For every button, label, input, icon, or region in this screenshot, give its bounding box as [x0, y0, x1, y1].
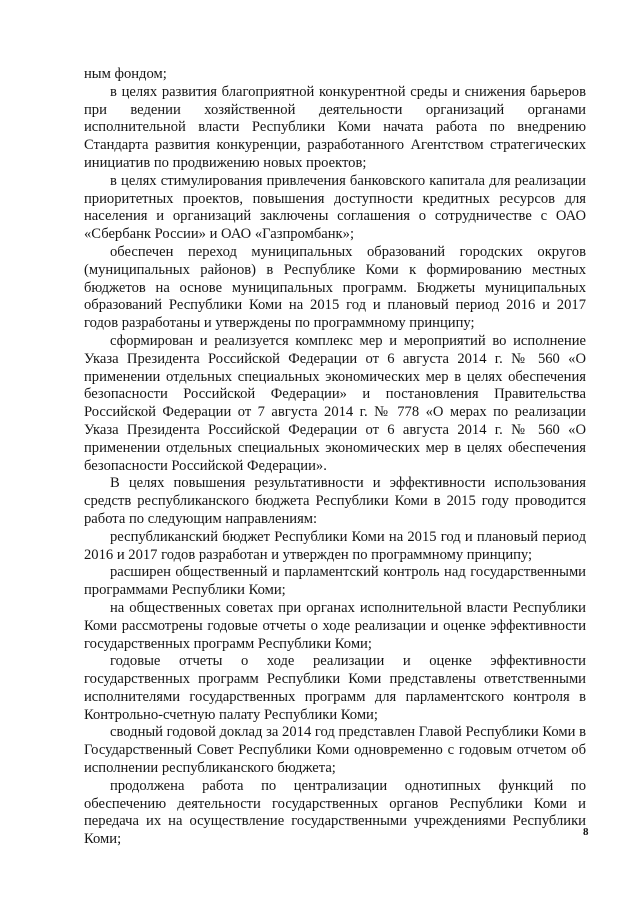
paragraph: республиканский бюджет Республики Коми на 2015 год и плановый период 2016 и 2017 годов разработан и утвержден по программному принципу;: [84, 528, 586, 563]
paragraph: сводный годовой доклад за 2014 год представлен Главой Республики Коми в Государственный Совет Республики Коми одновременно с годовым отчетом об исполнении республиканского бюджета;: [84, 724, 586, 777]
paragraph: на общественных советах при органах исполнительной власти Республики Коми рассмотрены годовые отчеты о ходе реализации и оценке эффективности государственных программ Республики Коми;: [84, 599, 586, 652]
paragraph: годовые отчеты о ходе реализации и оценке эффективности государственных программ Республики Коми представлены ответственными исполнителями государственных программ для парламентского контроля в Контрольно-счетную палату Республики Коми;: [84, 653, 586, 723]
document-body: [84, 66, 586, 849]
paragraph: ным фондом;: [84, 66, 167, 82]
page-number: 8: [583, 826, 589, 838]
paragraph: в целях развития благоприятной конкурентной среды и снижения барьеров при ведении хозяйственной деятельности организаций органами исполнительной власти Республики Коми начата работа по внедрению Стандарта развития конкуренции, разработанного Агентством стратегических инициатив по продвижению новых проектов;: [84, 83, 586, 171]
paragraph: расширен общественный и парламентский контроль над государственными программами Республики Коми;: [84, 564, 586, 599]
paragraph: обеспечен переход муниципальных образований городских округов (муниципальных районов) в Республике Коми к формированию местных бюджетов на основе муниципальных программ. Бюджеты муниципальных образований Республики Коми на 2015 год и плановый период 2016 и 2017 годов разработаны и утверждены по программному принципу;: [84, 243, 586, 332]
paragraph: В целях повышения результативности и эффективности использования средств республиканского бюджета Республики Коми в 2015 году проводится работа по следующим направлениям:: [84, 475, 586, 527]
paragraph: продолжена работа по централизации однотипных функций по обеспечению деятельности государственных органов Республики Коми и передача их на осуществление государственными учреждениями Республики Коми;: [84, 777, 586, 848]
paragraph: сформирован и реализуется комплекс мер и мероприятий во исполнение Указа Президента Российской Федерации от 6 августа 2014 г. № 560 «О применении отдельных специальных экономических мер в целях обеспечения безопасности Российской Федерации» и постановления Правительства Российской Федерации от 7 августа 2014 г. № 778 «О мерах по реализации Указа Президента Российской Федерации от 6 августа 2014 г. № 560 «О применении отдельных специальных экономических мер в целях обеспечения безопасности Российской Федерации».: [84, 332, 586, 474]
paragraph: в целях стимулирования привлечения банковского капитала для реализации приоритетных проектов, повышения доступности кредитных ресурсов для населения и организаций заключены соглашения о сотрудничестве с ОАО «Сбербанк России» и ОАО «Газпромбанк»;: [84, 172, 586, 243]
